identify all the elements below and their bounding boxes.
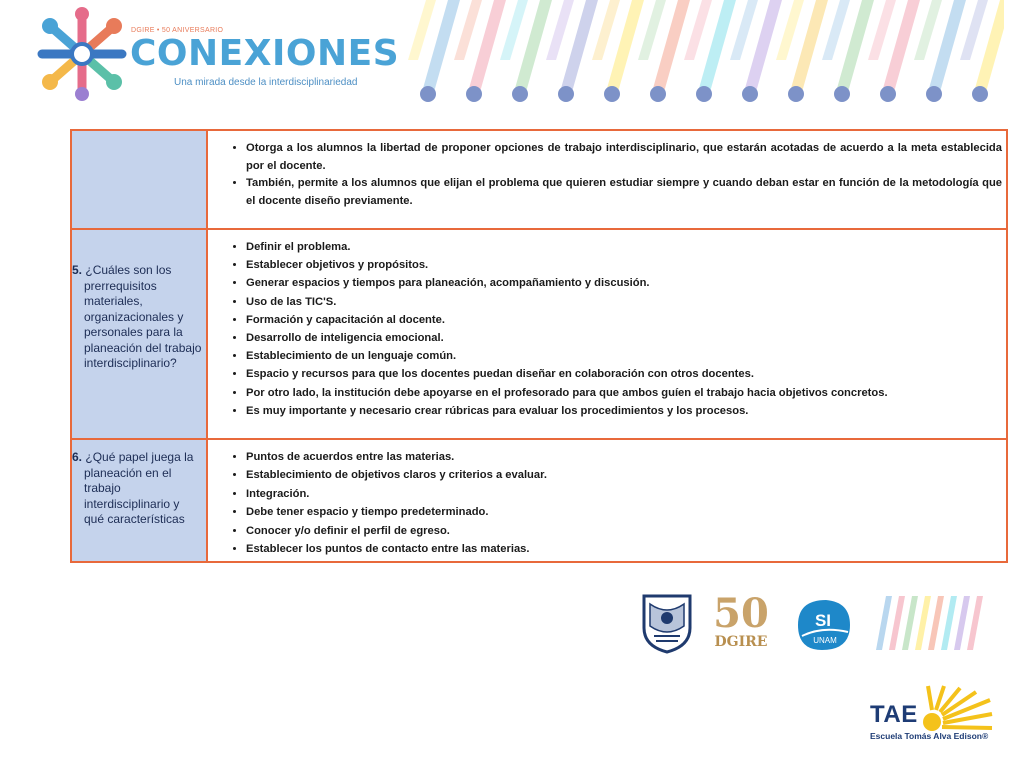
- stripe-mark: [960, 0, 1004, 102]
- list-item: • Establecer objetivos y propósitos.: [246, 256, 1002, 274]
- list-item: • Establecimiento de un lenguaje común.: [246, 347, 1002, 365]
- list-item: • Espacio y recursos para que los docentes puedan diseñar en colaboración con otros docentes.: [246, 365, 1002, 383]
- table-row: [71, 439, 1007, 562]
- answer-cell: [207, 229, 1007, 439]
- wm-stripe-mark: [876, 596, 892, 650]
- list-item: • Establecimiento de objetivos claros y criterios a evaluar.: [246, 466, 1002, 484]
- si-text: SI: [814, 611, 832, 630]
- list-item: • Es muy importante y necesario crear rúbricas para evaluar los procedimientos y los procesos.: [246, 402, 1002, 420]
- wm-stripe-mark: [902, 596, 918, 650]
- list-item: • Desarrollo de inteligencia emocional.: [246, 329, 1002, 347]
- tae-school-name: Escuela Tomás Alva Edison®: [870, 731, 989, 741]
- wm-stripe-mark: [941, 596, 957, 650]
- table-row: [71, 130, 1007, 229]
- anniversary-tag: DGIRE • 50 ANIVERSARIO: [131, 27, 224, 34]
- dgire-label: DGIRE: [714, 634, 768, 650]
- tae-logo: [866, 684, 996, 744]
- stripe-mark: [914, 0, 966, 102]
- dgire-50-logo: [708, 592, 774, 654]
- stripe-mark: [868, 0, 920, 102]
- list-item: • Uso de las TIC'S.: [246, 293, 1002, 311]
- list-item: • Conocer y/o definir el perfil de egreso.: [246, 522, 1002, 540]
- answer-cell: [207, 439, 1007, 562]
- list-item: • Establecer los puntos de contacto entre las materias.: [246, 540, 1002, 558]
- wm-stripe-mark: [967, 596, 983, 650]
- unam-shield-icon: [640, 592, 694, 654]
- question-cell: [71, 229, 207, 439]
- answer-list: [208, 131, 1006, 210]
- list-item: • Integración.: [246, 485, 1002, 503]
- si-sub-text: UNAM: [813, 636, 837, 645]
- header: [0, 0, 1024, 118]
- question-text: 6. ¿Qué papel juega la planeación en el trabajo interdisciplinario y qué características: [72, 450, 194, 526]
- brand-subtitle: Una mirada desde la interdisciplinariedad: [174, 77, 358, 88]
- stripe-mark: [592, 0, 644, 102]
- list-item: • Formación y capacitación al docente.: [246, 311, 1002, 329]
- wm-stripe-mark: [915, 596, 931, 650]
- brand-title: CONEXIONES: [130, 33, 400, 74]
- stripe-mark: [822, 0, 874, 102]
- stripe-mark: [684, 0, 736, 102]
- stripe-mark: [454, 0, 506, 102]
- question-cell: [71, 439, 207, 562]
- table-row: [71, 229, 1007, 439]
- list-item: • También, permite a los alumnos que elijan el problema que quieren estudiar siempre y cuando deban estar en función de la metodología que el docente diseño previamente.: [246, 175, 1002, 210]
- list-item: • Puntos de acuerdos entre las materias.: [246, 448, 1002, 466]
- stripe-mark: [546, 0, 598, 102]
- wm-stripes-logo-icon: [870, 592, 986, 654]
- question-text: 5. ¿Cuáles son los prerrequisitos materiales, organizacionales y personales para la planeación del trabajo interdisciplinario?: [72, 263, 202, 370]
- tae-letters: TAE: [870, 701, 918, 728]
- answer-cell: [207, 130, 1007, 229]
- partner-logos: [636, 590, 996, 660]
- stripe-mark: [500, 0, 552, 102]
- wm-stripe-mark: [928, 596, 944, 650]
- list-item: • Debe tener espacio y tiempo predeterminado.: [246, 503, 1002, 521]
- decorative-stripes-icon: [404, 0, 1004, 112]
- list-item: • Definir el problema.: [246, 238, 1002, 256]
- stripe-mark: [730, 0, 782, 102]
- stripe-mark: [638, 0, 690, 102]
- si-unam-logo-icon: [792, 596, 854, 654]
- list-item: • Generar espacios y tiempos para planeación, acompañamiento y discusión.: [246, 274, 1002, 292]
- stripe-mark: [408, 0, 460, 102]
- answer-list: [208, 440, 1006, 558]
- wm-stripe-mark: [889, 596, 905, 650]
- answer-list: [208, 230, 1006, 420]
- conexiones-logo-icon: [36, 6, 128, 104]
- question-cell: [71, 130, 207, 229]
- wm-stripe-mark: [954, 596, 970, 650]
- list-item: • Otorga a los alumnos la libertad de proponer opciones de trabajo interdisciplinario, que estarán acotadas de acuerdo a la meta establecida por el docente.: [246, 140, 1002, 175]
- tae-sun-icon: [910, 684, 994, 732]
- stripe-mark: [776, 0, 828, 102]
- list-item: • Por otro lado, la institución debe apoyarse en el profesorado para que ambos guíen el trabajo hacia objetivos concretos.: [246, 384, 1002, 402]
- dgire-number: 50: [713, 590, 769, 637]
- content-table: [70, 129, 1008, 563]
